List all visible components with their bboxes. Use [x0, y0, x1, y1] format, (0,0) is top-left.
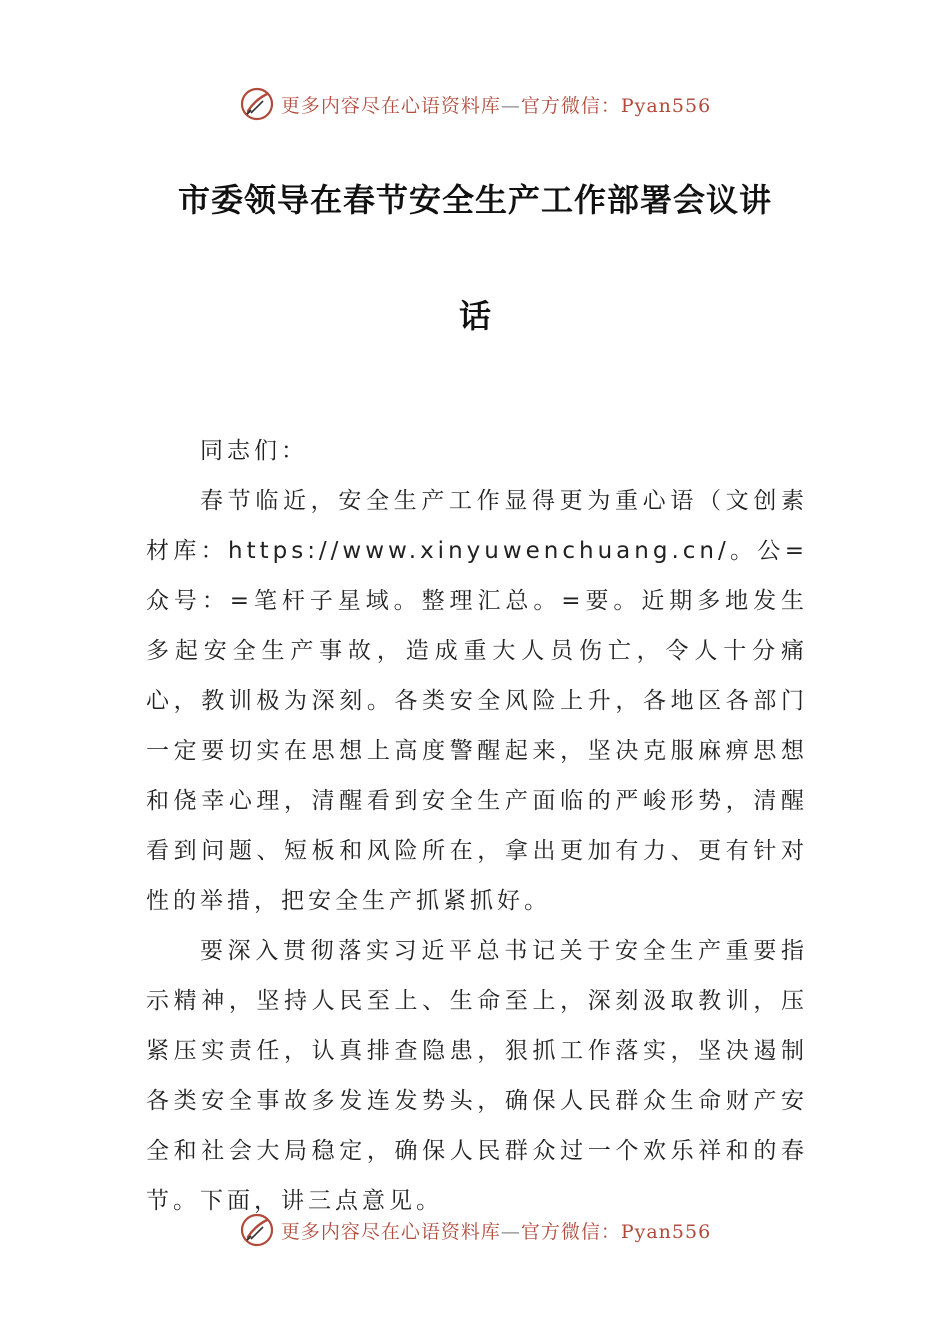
pen-logo-icon	[239, 86, 275, 122]
footer-banner-text: 更多内容尽在心语资料库—官方微信：Pyan556	[280, 1220, 712, 1243]
page-title-line-2: 话	[458, 297, 491, 335]
document-body	[146, 426, 808, 1226]
footer-banner	[0, 1208, 950, 1252]
greeting: 同志们：	[200, 438, 308, 464]
pen-logo-icon	[239, 1212, 275, 1248]
page-title-line-1: 市委领导在春节安全生产工作部署会议讲	[177, 181, 772, 219]
header-banner	[0, 82, 950, 126]
paragraph-2: 要深入贯彻落实习近平总书记关于安全生产重要指示精神，坚持人民至上、生命至上，深刻汲取教训，压紧压实责任，认真排查隐患，狠抓工作落实，坚决遏制各类安全事故多发连发势头，确保人民群众生命财产安全和社会大局稳定，确保人民群众过一个欢乐祥和的春节。下面，讲三点意见。	[146, 938, 808, 1214]
paragraph-1: 春节临近，安全生产工作显得更为重心语（文创素材库：https://www.xinyuwenchuang.cn/。公=众号：=笔杆子星域。整理汇总。=要。近期多地发生多起安全生产事故，造成重大人员伤亡，令人十分痛心，教训极为深刻。各类安全风险上升，各地区各部门一定要切实在思想上高度警醒起来，坚决克服麻痹思想和侥幸心理，清醒看到安全生产面临的严峻形势，清醒看到问题、短板和风险所在，拿出更加有力、更有针对性的举措，把安全生产抓紧抓好。	[146, 488, 808, 914]
header-banner-text: 更多内容尽在心语资料库—官方微信：Pyan556	[280, 94, 712, 117]
